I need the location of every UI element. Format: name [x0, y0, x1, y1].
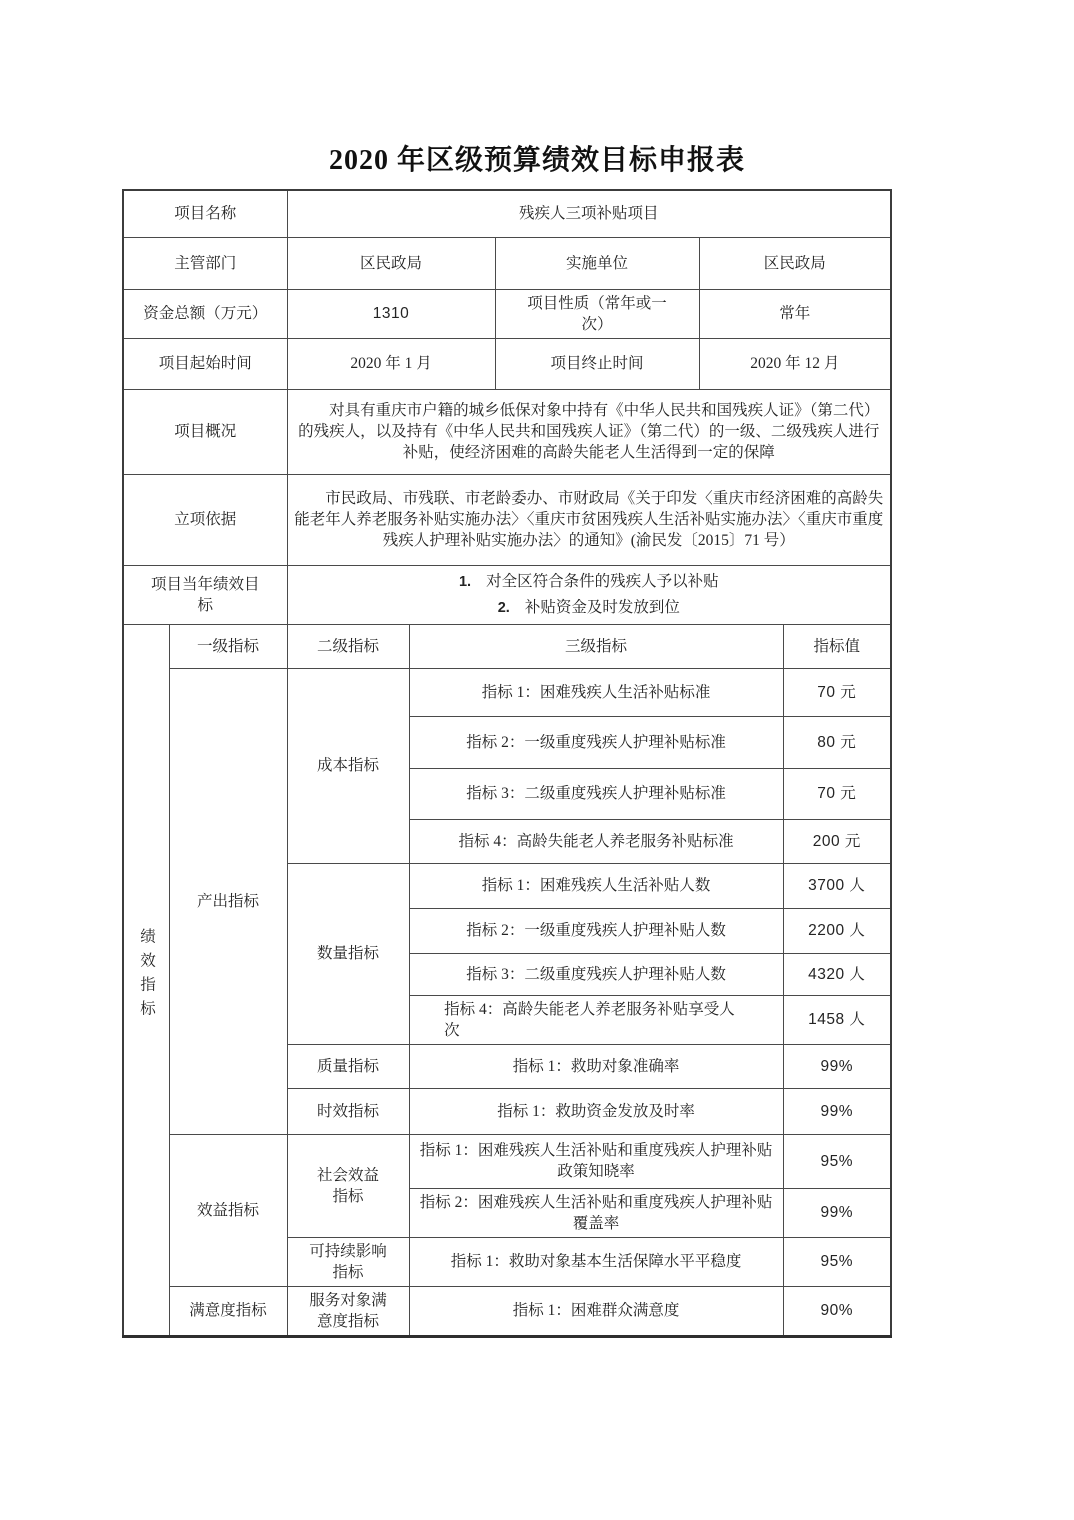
goal-item [294, 569, 885, 595]
declaration-table [122, 189, 892, 1338]
total-funds-value: 1310 [287, 289, 495, 338]
basis-label: 立项依据 [123, 474, 287, 565]
level3-indicator: 指标 3：二级重度残疾人护理补贴人数 [409, 953, 783, 995]
indicator-value: 90% [783, 1286, 891, 1336]
implementing-unit-value: 区民政局 [699, 237, 891, 289]
start-time-value: 2020 年 1 月 [287, 338, 495, 389]
table-row [123, 237, 891, 289]
level3-indicator: 指标 2：一级重度残疾人护理补贴标准 [409, 716, 783, 768]
indicator-row [123, 1286, 891, 1336]
start-time-label: 项目起始时间 [123, 338, 287, 389]
annual-targets-value [287, 565, 891, 624]
project-nature-label [495, 289, 699, 338]
goal-item-number: 2. [497, 599, 510, 616]
project-name-label: 项目名称 [123, 190, 287, 237]
performance-indicators-side-cell [123, 624, 169, 1336]
indicator-value: 4320 人 [783, 953, 891, 995]
goal-item-text: 补贴资金及时发放到位 [524, 598, 680, 616]
performance-indicators-vertical-label: 绩效指标 [138, 928, 155, 1025]
indicator-value: 80 元 [783, 716, 891, 768]
table-row [123, 389, 891, 474]
indicator-header-row [123, 624, 891, 668]
header-indicator-value: 指标值 [783, 624, 891, 668]
table-row [123, 338, 891, 389]
level3-indicator: 指标 1：救助对象基本生活保障水平平稳度 [409, 1237, 783, 1286]
indicator-value: 200 元 [783, 819, 891, 863]
level2-label-text: 社会效益指标 [317, 1166, 380, 1205]
competent-department-value: 区民政局 [287, 237, 495, 289]
level1-satisfaction-indicator: 满意度指标 [169, 1286, 287, 1336]
indicator-value: 1458 人 [783, 995, 891, 1044]
table-row [123, 474, 891, 565]
level3-indicator: 指标 2：一级重度残疾人护理补贴人数 [409, 908, 783, 953]
level2-social-benefit-indicator [287, 1134, 409, 1237]
indicator-value: 2200 人 [783, 908, 891, 953]
competent-department-label: 主管部门 [123, 237, 287, 289]
level2-quantity-indicator: 数量指标 [287, 863, 409, 1044]
level3-indicator-text: 指标 4：高龄失能老人养老服务补贴享受人次 [444, 1000, 735, 1039]
indicator-row [123, 668, 891, 716]
indicator-value: 3700 人 [783, 863, 891, 908]
level3-indicator: 指标 3：二级重度残疾人护理补贴标准 [409, 768, 783, 819]
level2-label-text: 可持续影响指标 [309, 1242, 387, 1281]
goal-item-number: 1. [458, 573, 472, 590]
level3-indicator: 指标 2：困难残疾人生活补贴和重度残疾人护理补贴覆盖率 [409, 1188, 783, 1237]
end-time-value: 2020 年 12 月 [699, 338, 891, 389]
header-level1-indicator: 一级指标 [169, 624, 287, 668]
end-time-label: 项目终止时间 [495, 338, 699, 389]
project-name-value: 残疾人三项补贴项目 [287, 190, 891, 237]
level1-output-indicator: 产出指标 [169, 668, 287, 1134]
level3-indicator: 指标 1：困难残疾人生活补贴标准 [409, 668, 783, 716]
project-nature-label-text: 项目性质（常年或一次） [527, 294, 667, 333]
overview-value: 对具有重庆市户籍的城乡低保对象中持有《中华人民共和国残疾人证》（第二代）的残疾人，以及持有《中华人民共和国残疾人证》（第二代）的一级、二级残疾人进行补贴，使经济困难的高龄失能老人生活得到一定的保障 [287, 389, 891, 474]
implementing-unit-label: 实施单位 [495, 237, 699, 289]
level3-indicator: 指标 1：困难残疾人生活补贴和重度残疾人护理补贴政策知晓率 [409, 1134, 783, 1188]
indicator-row [123, 1134, 891, 1188]
level3-indicator: 指标 1：救助资金发放及时率 [409, 1088, 783, 1134]
indicator-value: 99% [783, 1188, 891, 1237]
level3-indicator: 指标 4：高龄失能老人养老服务补贴标准 [409, 819, 783, 863]
header-level3-indicator: 三级指标 [409, 624, 783, 668]
indicator-value: 70 元 [783, 668, 891, 716]
level2-sustainability-indicator [287, 1237, 409, 1286]
level3-indicator: 指标 1：困难残疾人生活补贴人数 [409, 863, 783, 908]
indicator-value: 95% [783, 1237, 891, 1286]
annual-targets-label-text: 项目当年绩效目标 [150, 575, 260, 614]
table-row [123, 190, 891, 237]
indicator-value: 95% [783, 1134, 891, 1188]
level2-quality-indicator: 质量指标 [287, 1044, 409, 1088]
indicator-value: 99% [783, 1044, 891, 1088]
page-title: 2020 年区级预算绩效目标申报表 [328, 145, 745, 176]
level3-indicator [409, 995, 783, 1044]
level2-timeliness-indicator: 时效指标 [287, 1088, 409, 1134]
basis-value: 市民政局、市残联、市老龄委办、市财政局《关于印发〈重庆市经济困难的高龄失能老年人养老服务补贴实施办法〉〈重庆市贫困残疾人生活补贴实施办法〉〈重庆市重度残疾人护理补贴实施办法〉的通知》(渝民发〔2015〕71 号） [287, 474, 891, 565]
level2-service-target-satisfaction-indicator [287, 1286, 409, 1336]
level3-indicator: 指标 1：救助对象准确率 [409, 1044, 783, 1088]
indicator-value: 70 元 [783, 768, 891, 819]
level1-benefit-indicator: 效益指标 [169, 1134, 287, 1286]
level2-cost-indicator: 成本指标 [287, 668, 409, 863]
overview-label: 项目概况 [123, 389, 287, 474]
level3-indicator: 指标 1：困难群众满意度 [409, 1286, 783, 1336]
header-level2-indicator: 二级指标 [287, 624, 409, 668]
total-funds-label: 资金总额（万元） [123, 289, 287, 338]
level2-label-text: 服务对象满意度指标 [309, 1291, 387, 1330]
goal-item [294, 595, 885, 621]
table-row [123, 289, 891, 338]
goal-item-text: 对全区符合条件的残疾人予以补贴 [486, 572, 719, 590]
indicator-value: 99% [783, 1088, 891, 1134]
table-row [123, 565, 891, 624]
annual-targets-label [123, 565, 287, 624]
project-nature-value: 常年 [699, 289, 891, 338]
